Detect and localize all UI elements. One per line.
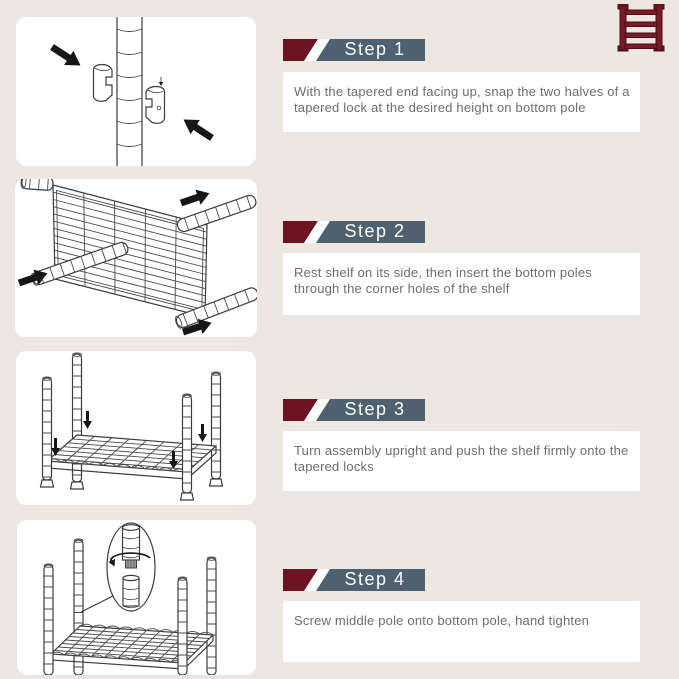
step-3-illustration — [16, 351, 256, 505]
step-3-textbox — [283, 431, 640, 491]
step-1-panel — [16, 17, 256, 166]
shelf-rack-icon-drawing — [616, 4, 666, 52]
step-3-banner — [283, 399, 425, 421]
shelf-rack-icon — [616, 4, 666, 52]
step-2-banner — [283, 221, 425, 243]
step-3-panel — [16, 351, 256, 505]
step-4-description: Screw middle pole onto bottom pole, hand tighten — [294, 613, 590, 628]
step-2-panel — [15, 179, 257, 337]
step-1-textbox — [283, 72, 640, 132]
step-4-label: Step 4 — [344, 569, 406, 589]
step-1-label: Step 1 — [344, 39, 406, 59]
step-4-banner — [283, 569, 425, 591]
step-4-textbox — [283, 601, 640, 662]
step-2-label: Step 2 — [344, 221, 406, 241]
step-1-illustration — [16, 17, 256, 166]
step-1-banner — [283, 39, 425, 61]
step-1-description: With the tapered end facing up, snap the two halves of a tapered lock at the desired height on bottom pole — [294, 84, 630, 115]
step-2-textbox — [283, 253, 640, 315]
step-4-illustration — [17, 520, 256, 675]
step-4-panel — [17, 520, 256, 675]
step-2-description: Rest shelf on its side, then insert the bottom poles through the corner holes of the shelf — [294, 265, 592, 296]
step-3-description: Turn assembly upright and push the shelf firmly onto the tapered locks — [294, 443, 629, 474]
step-2-illustration — [15, 179, 257, 337]
step-3-label: Step 3 — [344, 399, 406, 419]
